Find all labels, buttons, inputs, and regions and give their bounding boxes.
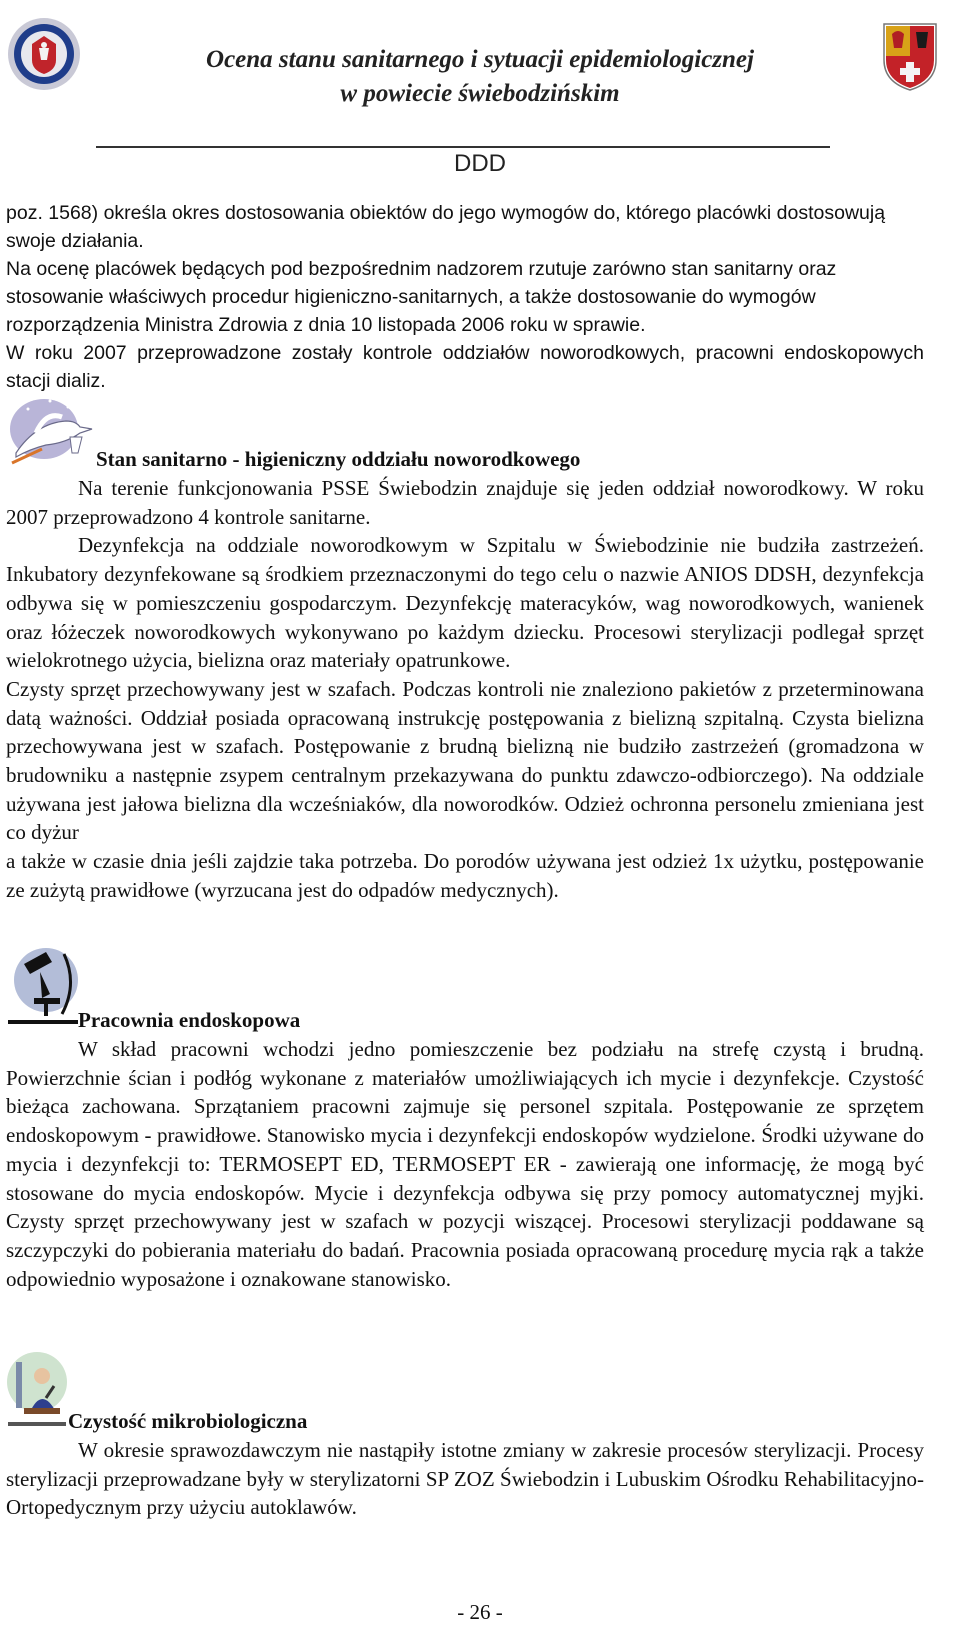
microscope-icon [6,944,78,1032]
endoscopy-paragraph-1: W skład pracowni wchodzi jedno pomieszczenie bez podziału na strefę czystą i brudną. Powierzchnie ścian i podłóg wykonane z materiałów umożliwiających ich mycie i dezynfekcje. Czystość bieżąca zachowana. Sprzątaniem pracowni zajmuje się personel szpitala. Postępowanie ze sprzętem endoskopowym - prawidłowe. Stanowisko mycia i dezynfekcji endoskopów wydzielone. Środki używane do mycia i dezynfekcji to: TERMOSEPT ED, TERMOSEPT ER - zawierają one informację, że mogą być stosowane do mycia endoskopów. Mycie i dezynfekcja odbywa się przy pomocy automatycznej myjki. Czysty sprzęt przechowywany jest w szafach w pozycji wiszącej. Procesowi sterylizacji poddawane są szczypczyki do pobierania materiału do badań. Pracownia posiada opracowaną procedurę mycia rąk a także odpowiednio wyposażone i oznakowane stanowisko. [6,1037,924,1291]
header-title-line2: w powiecie świebodzińskim [340,80,620,107]
endoscopy-section-text [6,1035,924,1293]
stork-icon [6,393,98,471]
neonatal-paragraph-3: Czysty sprzęt przechowywany jest w szafach. Podczas kontroli nie znaleziono pakietów z przeterminowana datą ważności. Oddział posiada opracowaną instrukcję postępowania z bielizną szpitalną. Czysta bielizna przechowywana jest w szafach. Postępowanie z brudną bielizną nie budziło zastrzeżeń (gromadzona w brudowniku a następnie zsypem centralnym przekazywana do punktu zdawczo-odbiorczego). Na oddziale używana jest jałowa bielizna dla wcześniaków, dla noworodków. Odzież ochronna personelu zmieniana jest co dyżur [6,676,924,845]
coat-of-arms-icon [880,20,940,92]
header-subtitle: DDD [454,150,506,177]
neonatal-paragraph-1: Na terenie funkcjonowania PSSE Świebodzin znajduje się jeden oddział noworodkowy. W roku 2007 przeprowadzono 4 kontrole sanitarne. [6,476,924,529]
intro-paragraph-3: W roku 2007 przeprowadzone zostały kontrole oddziałów noworodkowych, pracowni endoskopowych stacji dializ. [6,342,924,392]
scientist-icon [6,1342,68,1430]
microbiology-paragraph-1: W okresie sprawozdawczym nie nastąpiły istotne zmiany w zakresie procesów sterylizacji. Procesy sterylizacji przeprowadzane były w sterylizatorni SP ZOZ Świebodzin i Lubuskim Ośrodku Rehabilitacyjno-Ortopedycznym przy użyciu autoklawów. [6,1438,924,1520]
microbiology-section-heading: Czystość mikrobiologiczna [68,1409,308,1433]
microbiology-section-text [6,1436,924,1522]
neonatal-paragraph-2: Dezynfekcja na oddziale noworodkowym w Szpitalu w Świebodzinie nie budziła zastrzeżeń. Inkubatory dezynfekowane są środkiem przeznaczonymi do tego celu o nazwie ANIOS DDSH, dezynfekcja odbywa się w pomieszczeniu gospodarczym. Dezynfekcję materacyków, wag noworodkowych, wanienek oraz łóżeczek noworodkowych wykonywano po każdym dziecku. Procesowi sterylizacji podlegał sprzęt wielokrotnego użycia, bielizna oraz materiały opatrunkowe. [6,533,924,673]
page-number: - 26 - [457,1600,503,1624]
header-title-line1: Ocena stanu sanitarnego i sytuacji epidemiologicznej [206,46,754,73]
header-divider [96,146,830,148]
neonatal-section-heading: Stan sanitarno - higieniczny oddziału noworodkowego [96,447,581,471]
emblem-icon [6,16,82,92]
endoscopy-section-heading: Pracownia endoskopowa [78,1008,301,1032]
intro-paragraph-1: poz. 1568) określa okres dostosowania obiektów do jego wymogów do, którego placówki dostosowują swoje działania. [6,202,886,252]
intro-paragraph-2: Na ocenę placówek będących pod bezpośrednim nadzorem rzutuje zarówno stan sanitarny oraz stosowanie właściwych procedur higieniczno-sanitarnych, a także dostosowanie do wymogów rozporządzenia Ministra Zdrowia z dnia 10 listopada 2006 roku w sprawie. [6,258,837,336]
intro-text [6,199,924,395]
neonatal-paragraph-4: a także w czasie dnia jeśli zajdzie taka potrzeba. Do porodów używana jest odzież 1x użytku, postępowanie ze zużytą prawidłowe (wyrzucana jest do odpadów medycznych). [6,849,924,902]
neonatal-section-text [6,474,924,905]
